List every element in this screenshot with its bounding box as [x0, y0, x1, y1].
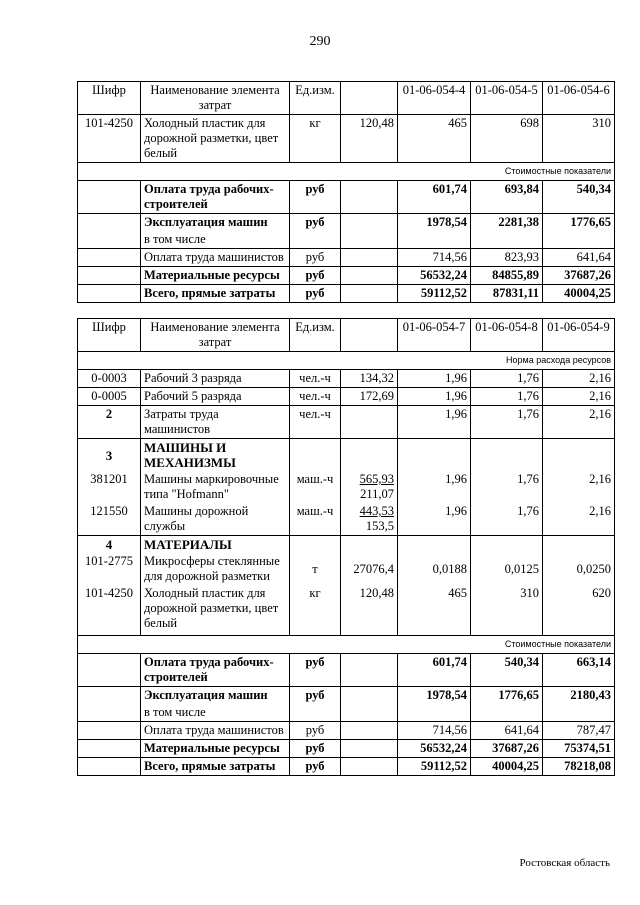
cost-price: [341, 285, 398, 303]
cost-value-2: [471, 231, 543, 249]
row-code: 381201: [78, 471, 141, 503]
group-name: МАТЕРИАЛЫ: [141, 536, 290, 554]
cost-name: в том числе: [141, 704, 290, 722]
footer-region: Ростовская область: [519, 857, 610, 869]
row-price: 27076,4: [341, 553, 398, 585]
group-value-1: [398, 439, 471, 472]
cost-value-1: 59112,52: [398, 757, 471, 775]
table-header-row: [78, 319, 615, 352]
price-bottom: 211,07: [360, 487, 394, 501]
cost-code: [78, 285, 141, 303]
cost-code: [78, 739, 141, 757]
group-price: [341, 536, 398, 554]
section-label: Норма расхода ресурсов: [78, 352, 615, 370]
row-unit: т: [290, 553, 341, 585]
group-code: 4: [78, 536, 141, 554]
cost-row: [78, 757, 615, 775]
cost-value-2: [471, 704, 543, 722]
cost-unit: руб: [290, 267, 341, 285]
cost-value-2: 1776,65: [471, 686, 543, 704]
row-value-1: 1,96: [398, 471, 471, 503]
cost-unit: [290, 704, 341, 722]
cost-name: Материальные ресурсы: [141, 267, 290, 285]
estimate-table-1: [77, 81, 615, 303]
cost-row: [78, 704, 615, 722]
row-value-3: 2,16: [543, 471, 615, 503]
row-name: Рабочий 5 разряда: [141, 388, 290, 406]
cost-price: [341, 721, 398, 739]
row-value-1: 1,96: [398, 406, 471, 439]
header-code: Шифр: [78, 82, 141, 115]
row-unit: чел.-ч: [290, 388, 341, 406]
table-row: [78, 370, 615, 388]
row-name: Холодный пластик для дорожной разметки, цвет белый: [141, 115, 290, 163]
row-name: Рабочий 3 разряда: [141, 370, 290, 388]
cost-code: [78, 231, 141, 249]
group-unit: [290, 439, 341, 472]
cost-value-2: 2281,38: [471, 214, 543, 232]
cost-code: [78, 653, 141, 686]
row-price: [341, 503, 398, 536]
table-row: [78, 503, 615, 536]
group-unit: [290, 536, 341, 554]
estimate-table-2: [77, 318, 615, 776]
row-name: Холодный пластик для дорожной разметки, цвет белый: [141, 585, 290, 635]
row-unit: чел.-ч: [290, 370, 341, 388]
row-price: 134,32: [341, 370, 398, 388]
cost-price: [341, 267, 398, 285]
header-col-3: 01-06-054-9: [543, 319, 615, 352]
cost-row: [78, 249, 615, 267]
row-code: 101-4250: [78, 585, 141, 635]
cost-unit: руб: [290, 653, 341, 686]
cost-name: Всего, прямые затраты: [141, 757, 290, 775]
cost-unit: руб: [290, 214, 341, 232]
cost-unit: руб: [290, 757, 341, 775]
cost-value-2: 540,34: [471, 653, 543, 686]
section-row: [78, 635, 615, 653]
header-col-3: 01-06-054-6: [543, 82, 615, 115]
cost-unit: руб: [290, 739, 341, 757]
group-value-1: [398, 536, 471, 554]
row-value-3: 620: [543, 585, 615, 635]
cost-price: [341, 739, 398, 757]
cost-name: Эксплуатация машин: [141, 686, 290, 704]
cost-value-2: 40004,25: [471, 757, 543, 775]
table-row: [78, 585, 615, 635]
row-value-2: 0,0125: [471, 553, 543, 585]
cost-code: [78, 267, 141, 285]
row-name: Микросферы стеклянные для дорожной разметки: [141, 553, 290, 585]
row-value-2: 1,76: [471, 388, 543, 406]
cost-code: [78, 181, 141, 214]
cost-row: [78, 653, 615, 686]
row-code: 121550: [78, 503, 141, 536]
group-value-2: [471, 439, 543, 472]
row-unit: маш.-ч: [290, 503, 341, 536]
cost-price: [341, 214, 398, 232]
cost-value-3: 1776,65: [543, 214, 615, 232]
row-price: [341, 406, 398, 439]
header-name: Наименование элемента затрат: [141, 82, 290, 115]
cost-value-2: 693,84: [471, 181, 543, 214]
row-value-2: 1,76: [471, 471, 543, 503]
cost-unit: руб: [290, 285, 341, 303]
cost-value-1: 714,56: [398, 249, 471, 267]
cost-row: [78, 686, 615, 704]
cost-value-3: [543, 231, 615, 249]
row-value-2: 1,76: [471, 503, 543, 536]
header-col-1: 01-06-054-4: [398, 82, 471, 115]
section-label: Стоимостные показатели: [78, 163, 615, 181]
cost-name: в том числе: [141, 231, 290, 249]
cost-price: [341, 704, 398, 722]
cost-name: Эксплуатация машин: [141, 214, 290, 232]
row-code: 2: [78, 406, 141, 439]
row-price: 120,48: [341, 115, 398, 163]
row-value-2: 1,76: [471, 406, 543, 439]
price-top: 565,93: [359, 472, 394, 486]
cost-unit: руб: [290, 249, 341, 267]
cost-row: [78, 285, 615, 303]
price-bottom: 153,5: [365, 519, 394, 533]
cost-price: [341, 653, 398, 686]
row-unit: кг: [290, 585, 341, 635]
row-value-2: 698: [471, 115, 543, 163]
cost-value-2: 87831,11: [471, 285, 543, 303]
table-row: [78, 388, 615, 406]
row-value-1: 0,0188: [398, 553, 471, 585]
table-row: [78, 115, 615, 163]
cost-price: [341, 249, 398, 267]
row-price: 120,48: [341, 585, 398, 635]
group-value-3: [543, 439, 615, 472]
row-value-1: 1,96: [398, 370, 471, 388]
header-col-2: 01-06-054-8: [471, 319, 543, 352]
cost-value-2: 84855,89: [471, 267, 543, 285]
cost-value-1: 601,74: [398, 181, 471, 214]
header-unit: Ед.изм.: [290, 319, 341, 352]
cost-value-2: 823,93: [471, 249, 543, 267]
cost-value-3: 663,14: [543, 653, 615, 686]
row-value-3: 2,16: [543, 406, 615, 439]
row-value-1: 1,96: [398, 503, 471, 536]
cost-value-3: 78218,08: [543, 757, 615, 775]
cost-value-1: [398, 704, 471, 722]
row-name: Машины дорожной службы: [141, 503, 290, 536]
group-code: 3: [78, 439, 141, 472]
header-name: Наименование элемента затрат: [141, 319, 290, 352]
row-value-1: 465: [398, 585, 471, 635]
cost-value-3: 540,34: [543, 181, 615, 214]
page-number: 290: [309, 34, 331, 49]
group-value-2: [471, 536, 543, 554]
row-value-1: 1,96: [398, 388, 471, 406]
section-row: [78, 163, 615, 181]
cost-unit: руб: [290, 721, 341, 739]
cost-price: [341, 181, 398, 214]
group-header-row: [78, 439, 615, 472]
group-header-row: [78, 536, 615, 554]
cost-value-1: 56532,24: [398, 267, 471, 285]
table-row: [78, 471, 615, 503]
cost-value-2: 641,64: [471, 721, 543, 739]
header-price: [341, 82, 398, 115]
cost-code: [78, 686, 141, 704]
group-price: [341, 439, 398, 472]
cost-value-1: 714,56: [398, 721, 471, 739]
cost-price: [341, 231, 398, 249]
cost-value-3: 37687,26: [543, 267, 615, 285]
cost-name: Оплата труда машинистов: [141, 249, 290, 267]
cost-name: Всего, прямые затраты: [141, 285, 290, 303]
header-price: [341, 319, 398, 352]
cost-row: [78, 231, 615, 249]
cost-value-1: 59112,52: [398, 285, 471, 303]
row-value-3: 310: [543, 115, 615, 163]
header-code: Шифр: [78, 319, 141, 352]
cost-row: [78, 267, 615, 285]
row-value-1: 465: [398, 115, 471, 163]
row-price: 172,69: [341, 388, 398, 406]
row-code: 0-0003: [78, 370, 141, 388]
row-value-2: 310: [471, 585, 543, 635]
row-value-3: 2,16: [543, 503, 615, 536]
cost-value-3: 641,64: [543, 249, 615, 267]
cost-row: [78, 739, 615, 757]
row-price: [341, 471, 398, 503]
table-header-row: [78, 82, 615, 115]
cost-value-1: 601,74: [398, 653, 471, 686]
header-col-1: 01-06-054-7: [398, 319, 471, 352]
table-row: [78, 553, 615, 585]
group-value-3: [543, 536, 615, 554]
cost-code: [78, 721, 141, 739]
cost-value-1: 1978,54: [398, 214, 471, 232]
cost-code: [78, 249, 141, 267]
row-unit: чел.-ч: [290, 406, 341, 439]
cost-row: [78, 721, 615, 739]
cost-code: [78, 214, 141, 232]
cost-value-1: 1978,54: [398, 686, 471, 704]
cost-value-3: 787,47: [543, 721, 615, 739]
row-unit: маш.-ч: [290, 471, 341, 503]
cost-unit: руб: [290, 181, 341, 214]
cost-unit: [290, 231, 341, 249]
row-value-3: 2,16: [543, 388, 615, 406]
row-name: Затраты труда машинистов: [141, 406, 290, 439]
cost-value-1: [398, 231, 471, 249]
cost-row: [78, 214, 615, 232]
cost-row: [78, 181, 615, 214]
cost-name: Оплата труда машинистов: [141, 721, 290, 739]
header-unit: Ед.изм.: [290, 82, 341, 115]
row-name: Машины маркировочные типа "Hofmann": [141, 471, 290, 503]
cost-price: [341, 757, 398, 775]
cost-name: Оплата труда рабочих-строителей: [141, 181, 290, 214]
cost-code: [78, 757, 141, 775]
row-value-3: 2,16: [543, 370, 615, 388]
row-value-2: 1,76: [471, 370, 543, 388]
cost-unit: руб: [290, 686, 341, 704]
cost-value-3: 2180,43: [543, 686, 615, 704]
section-row: [78, 352, 615, 370]
group-name: МАШИНЫ И МЕХАНИЗМЫ: [141, 439, 290, 472]
cost-price: [341, 686, 398, 704]
row-code: 101-2775: [78, 553, 141, 585]
price-top: 443,53: [359, 504, 394, 518]
row-code: 101-4250: [78, 115, 141, 163]
cost-name: Материальные ресурсы: [141, 739, 290, 757]
cost-code: [78, 704, 141, 722]
cost-name: Оплата труда рабочих-строителей: [141, 653, 290, 686]
row-value-3: 0,0250: [543, 553, 615, 585]
cost-value-3: 75374,51: [543, 739, 615, 757]
cost-value-1: 56532,24: [398, 739, 471, 757]
header-col-2: 01-06-054-5: [471, 82, 543, 115]
table-row: [78, 406, 615, 439]
row-unit: кг: [290, 115, 341, 163]
section-label: Стоимостные показатели: [78, 635, 615, 653]
cost-value-3: [543, 704, 615, 722]
cost-value-3: 40004,25: [543, 285, 615, 303]
row-code: 0-0005: [78, 388, 141, 406]
cost-value-2: 37687,26: [471, 739, 543, 757]
